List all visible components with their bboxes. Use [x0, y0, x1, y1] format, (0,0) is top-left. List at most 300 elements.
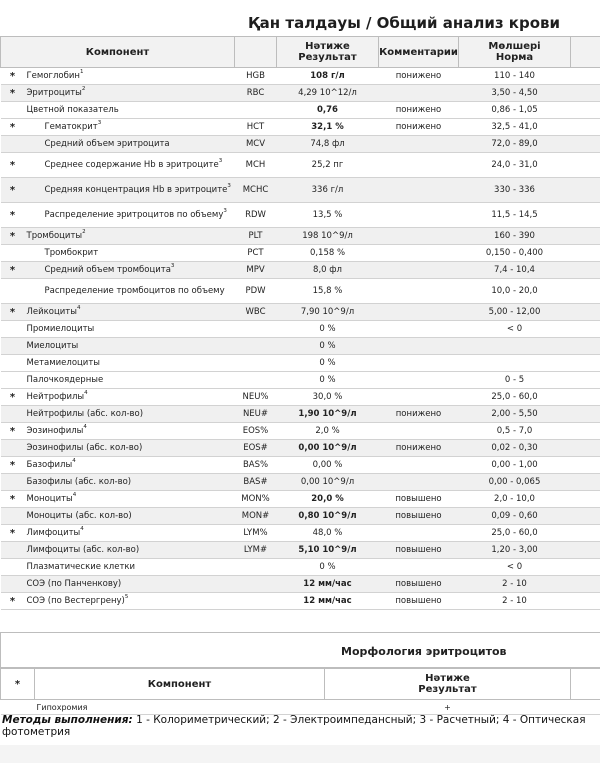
row-norm: 32,5 - 41,0 [459, 119, 571, 136]
row-extra [571, 245, 600, 262]
row-name-text: Плазматические клетки [26, 561, 136, 572]
row-extra [571, 423, 600, 440]
table-row [1, 136, 600, 153]
row-extra [571, 119, 600, 136]
row-name-text: Нейтрофилы (абс. кол-во) [26, 408, 144, 419]
table-row [1, 85, 600, 102]
table-row [1, 542, 600, 559]
row-extra [571, 321, 600, 338]
row-result: 198 10^9/л [277, 228, 379, 245]
row-norm: 0,00 - 1,00 [459, 457, 571, 474]
row-extra [571, 542, 600, 559]
row-extra [571, 372, 600, 389]
row-result: 12 мм/час [277, 593, 379, 610]
row-comment [379, 423, 459, 440]
page-title: Қан талдауы / Общий анализ крови [248, 14, 560, 32]
row-code: MON% [235, 491, 277, 508]
table-row [1, 338, 600, 355]
row-code [235, 372, 277, 389]
row-star: * [1, 262, 25, 279]
row-method-superscript: 2 [82, 228, 86, 235]
row-method-superscript: 4 [72, 491, 77, 498]
row-extra [571, 593, 600, 610]
table-row [1, 228, 600, 245]
row-code: PCT [235, 245, 277, 262]
row-name [25, 542, 235, 559]
row-method-superscript: 5 [124, 593, 129, 600]
row-star [1, 559, 25, 576]
row-norm: 0,5 - 7,0 [459, 423, 571, 440]
row-star: * [1, 389, 25, 406]
row-name [25, 440, 235, 457]
row-name-text: Моноциты [26, 493, 73, 504]
row-name [25, 474, 235, 491]
row-comment [379, 559, 459, 576]
row-extra [571, 576, 600, 593]
row-comment: понижено [379, 119, 459, 136]
morphology-section-header [0, 632, 600, 668]
row-star: * [1, 85, 25, 102]
row-result: 20,0 % [277, 491, 379, 508]
row-norm: 5,00 - 12,00 [459, 304, 571, 321]
table-row [1, 178, 600, 203]
row-method-superscript: 3 [223, 207, 227, 214]
row-star: * [1, 304, 25, 321]
row-code: LYM% [235, 525, 277, 542]
row-code: MCHC [235, 178, 277, 203]
table-row [1, 245, 600, 262]
row-norm [459, 355, 571, 372]
header-norm-kz: Мөлшері [488, 41, 541, 52]
row-star: * [1, 525, 25, 542]
row-result: 0,80 10^9/л [277, 508, 379, 525]
row-name-text: СОЭ (по Панченкову) [26, 578, 122, 589]
row-star [1, 576, 25, 593]
row-method-superscript: 3 [97, 119, 102, 126]
row-name-text: СОЭ (по Вестергрену) [26, 595, 125, 606]
row-comment [379, 136, 459, 153]
methods-text: 1 - Колориметрический; 2 - Электроимпедансный; 3 - Расчетный; 4 - Оптическая фотометрия [2, 714, 586, 738]
row-norm: 0 - 5 [459, 372, 571, 389]
row-name-text: Средний объем эритроцита [44, 138, 170, 149]
row-extra [571, 279, 600, 304]
row-comment: повышено [379, 576, 459, 593]
row-name [25, 119, 235, 136]
row-code: PDW [235, 279, 277, 304]
row-norm: 0,86 - 1,05 [459, 102, 571, 119]
row-comment [379, 474, 459, 491]
row-name-text: Промиелоциты [26, 323, 95, 334]
row-name-text: Моноциты (абс. кол-во) [26, 510, 132, 521]
row-norm: 11,5 - 14,5 [459, 203, 571, 228]
row-extra [571, 338, 600, 355]
header-norm-ru: Норма [495, 52, 534, 63]
row-norm: 72,0 - 89,0 [459, 136, 571, 153]
row-code: EOS# [235, 440, 277, 457]
row-name-text: Эозинофилы [26, 425, 84, 436]
row-comment: понижено [379, 440, 459, 457]
row-result: 0 % [277, 338, 379, 355]
row-result: 2,0 % [277, 423, 379, 440]
row-norm: 24,0 - 31,0 [459, 153, 571, 178]
row-name-text: Миелоциты [26, 340, 79, 351]
row-extra [571, 389, 600, 406]
row-name-text: Нейтрофилы [26, 391, 85, 402]
row-norm: 110 - 140 [459, 68, 571, 85]
row-code [235, 355, 277, 372]
row-star [1, 474, 25, 491]
header-result-ru: Результат [298, 52, 357, 63]
row-method-superscript: 4 [84, 389, 88, 396]
row-method-superscript: 4 [80, 525, 84, 532]
row-norm: 1,20 - 3,00 [459, 542, 571, 559]
row-result: 0 % [277, 559, 379, 576]
row-code [235, 338, 277, 355]
row-method-superscript: 3 [227, 182, 231, 189]
row-name [25, 153, 235, 178]
row-star: * [1, 178, 25, 203]
row-result: 0 % [277, 355, 379, 372]
row-name [25, 304, 235, 321]
row-norm: < 0 [459, 559, 571, 576]
row-code [235, 102, 277, 119]
row-star [1, 372, 25, 389]
results-table [0, 36, 600, 610]
table-row [1, 355, 600, 372]
row-method-superscript: 2 [81, 85, 86, 92]
row-extra [571, 228, 600, 245]
row-norm: 2,0 - 10,0 [459, 491, 571, 508]
row-star [1, 321, 25, 338]
table-row [1, 279, 600, 304]
table-row [1, 68, 600, 85]
row-star [1, 508, 25, 525]
morphology-result-kz: Нәтиже [425, 673, 470, 684]
row-name [25, 593, 235, 610]
row-norm [459, 338, 571, 355]
header-comment: Комментарии [379, 37, 459, 68]
row-name [25, 178, 235, 203]
row-name [25, 576, 235, 593]
morphology-header-row [1, 669, 600, 700]
row-comment [379, 304, 459, 321]
header-component: Компонент [1, 37, 235, 68]
row-code: LYM# [235, 542, 277, 559]
row-extra [571, 355, 600, 372]
row-name [25, 508, 235, 525]
row-name [25, 355, 235, 372]
row-star: * [1, 68, 25, 85]
row-star [1, 355, 25, 372]
row-star [1, 136, 25, 153]
row-name [25, 245, 235, 262]
row-star [1, 279, 25, 304]
row-name [25, 321, 235, 338]
row-name-text: Распределение эритроцитов по объему$^3$ [44, 207, 227, 220]
row-code [235, 593, 277, 610]
row-extra [571, 262, 600, 279]
row-extra [571, 102, 600, 119]
row-extra [571, 525, 600, 542]
row-name [25, 85, 235, 102]
row-code: MCV [235, 136, 277, 153]
row-code: MON# [235, 508, 277, 525]
row-extra [571, 304, 600, 321]
row-comment: повышено [379, 593, 459, 610]
row-method-superscript: 3 [218, 157, 223, 164]
row-name [25, 279, 235, 304]
row-star [1, 406, 25, 423]
row-name-text: Гематокрит [44, 121, 98, 132]
row-result: 74,8 фл [277, 136, 379, 153]
header-norm [459, 37, 571, 68]
row-comment [379, 279, 459, 304]
header-code [235, 37, 277, 68]
row-name-text: Тромбоциты [26, 230, 83, 241]
row-result: 0,00 % [277, 457, 379, 474]
table-row [1, 559, 600, 576]
row-comment [379, 85, 459, 102]
row-extra [571, 508, 600, 525]
row-comment: понижено [379, 102, 459, 119]
row-norm: 10,0 - 20,0 [459, 279, 571, 304]
row-comment: повышено [379, 508, 459, 525]
row-code: HGB [235, 68, 277, 85]
row-name-text: Базофилы [26, 459, 73, 470]
row-result: 0,00 10^9/л [277, 440, 379, 457]
table-row [1, 474, 600, 491]
row-result: 108 г/л [277, 68, 379, 85]
row-name [25, 228, 235, 245]
table-row [1, 304, 600, 321]
morphology-result-ru: Результат [418, 684, 477, 695]
table-row [1, 508, 600, 525]
morphology-row [1, 700, 600, 715]
table-row [1, 423, 600, 440]
row-name [25, 457, 235, 474]
row-norm: 0,09 - 0,60 [459, 508, 571, 525]
row-name [25, 68, 235, 85]
table-row [1, 153, 600, 178]
methods-footer [2, 714, 600, 738]
row-extra [571, 457, 600, 474]
row-extra [571, 68, 600, 85]
row-extra [571, 440, 600, 457]
row-star [1, 245, 25, 262]
row-extra [571, 153, 600, 178]
row-result: 7,90 10^9/л [277, 304, 379, 321]
table-row [1, 457, 600, 474]
row-code: EOS% [235, 423, 277, 440]
row-result: 0,158 % [277, 245, 379, 262]
row-name-text: Метамиелоциты [26, 357, 100, 368]
row-extra [571, 491, 600, 508]
row-result: 30,0 % [277, 389, 379, 406]
row-norm: 7,4 - 10,4 [459, 262, 571, 279]
row-name-text: Эозинофилы (абс. кол-во) [26, 442, 143, 453]
row-norm: 330 - 336 [459, 178, 571, 203]
row-star [1, 542, 25, 559]
row-comment [379, 355, 459, 372]
row-norm: < 0 [459, 321, 571, 338]
bottom-strip [0, 745, 600, 763]
row-name-text: Лейкоциты [26, 306, 77, 317]
row-name [25, 406, 235, 423]
row-name-text: Среднее содержание Hb в эритроците$^3$ [44, 157, 223, 170]
row-code: MCH [235, 153, 277, 178]
row-method-superscript: 4 [83, 423, 87, 430]
row-norm: 2,00 - 5,50 [459, 406, 571, 423]
row-comment [379, 245, 459, 262]
row-comment [379, 389, 459, 406]
row-star: * [1, 423, 25, 440]
row-comment [379, 338, 459, 355]
row-norm: 2 - 10 [459, 593, 571, 610]
row-extra [571, 178, 600, 203]
row-star: * [1, 153, 25, 178]
row-extra [571, 474, 600, 491]
row-code: BAS# [235, 474, 277, 491]
row-star [1, 338, 25, 355]
row-result: 48,0 % [277, 525, 379, 542]
row-extra [571, 559, 600, 576]
row-result: 0,00 10^9/л [277, 474, 379, 491]
row-norm: 0,02 - 0,30 [459, 440, 571, 457]
row-extra [571, 136, 600, 153]
row-name [25, 372, 235, 389]
row-result: 0 % [277, 372, 379, 389]
row-result: 0 % [277, 321, 379, 338]
row-norm: 3,50 - 4,50 [459, 85, 571, 102]
row-name-text: Распределение тромбоцитов по объему [44, 285, 225, 296]
table-row [1, 406, 600, 423]
row-code: MPV [235, 262, 277, 279]
row-comment [379, 203, 459, 228]
header-result-kz: Нәтиже [305, 41, 350, 52]
row-result: 0,76 [277, 102, 379, 119]
table-row [1, 440, 600, 457]
row-name [25, 389, 235, 406]
methods-label: Методы выполнения: [2, 714, 133, 726]
row-name [25, 423, 235, 440]
row-comment [379, 525, 459, 542]
row-result: 336 г/л [277, 178, 379, 203]
row-name-text: Средняя концентрация Hb в эритроците$^3$ [44, 182, 231, 195]
table-row [1, 262, 600, 279]
row-extra [571, 406, 600, 423]
row-result: 8,0 фл [277, 262, 379, 279]
row-name [25, 136, 235, 153]
row-code: RDW [235, 203, 277, 228]
row-name-text: Лимфоциты (абс. кол-во) [26, 544, 140, 555]
row-comment [379, 178, 459, 203]
table-row [1, 102, 600, 119]
row-name-text: Цветной показатель [26, 104, 119, 115]
table-row [1, 525, 600, 542]
row-comment [379, 321, 459, 338]
row-name [25, 262, 235, 279]
row-name-text: Базофилы (абс. кол-во) [26, 476, 132, 487]
row-comment: понижено [379, 406, 459, 423]
row-name [25, 102, 235, 119]
table-row [1, 576, 600, 593]
morphology-table [0, 668, 600, 715]
morphology-header-extra [571, 669, 600, 700]
row-name-text: Тромбокрит [44, 247, 99, 258]
morphology-row-value: + [325, 700, 571, 715]
row-name [25, 525, 235, 542]
row-code: PLT [235, 228, 277, 245]
table-row [1, 321, 600, 338]
row-name [25, 491, 235, 508]
row-result: 25,2 пг [277, 153, 379, 178]
row-name [25, 203, 235, 228]
row-result: 1,90 10^9/л [277, 406, 379, 423]
row-code: BAS% [235, 457, 277, 474]
row-comment [379, 457, 459, 474]
row-method-superscript: 1 [79, 68, 84, 75]
row-star: * [1, 228, 25, 245]
row-result: 12 мм/час [277, 576, 379, 593]
table-row [1, 119, 600, 136]
row-comment [379, 372, 459, 389]
row-star [1, 102, 25, 119]
row-norm: 25,0 - 60,0 [459, 389, 571, 406]
morphology-star: * [1, 669, 35, 700]
row-comment [379, 262, 459, 279]
row-method-superscript: 4 [76, 304, 81, 311]
row-method-superscript: 4 [72, 457, 76, 464]
morphology-header-result [325, 669, 571, 700]
row-result: 4,29 10^12/л [277, 85, 379, 102]
header-result [277, 37, 379, 68]
row-result: 5,10 10^9/л [277, 542, 379, 559]
row-code [235, 321, 277, 338]
row-comment: понижено [379, 68, 459, 85]
row-name [25, 338, 235, 355]
table-row [1, 203, 600, 228]
table-row [1, 389, 600, 406]
row-norm: 160 - 390 [459, 228, 571, 245]
row-comment: повышено [379, 542, 459, 559]
row-comment [379, 153, 459, 178]
row-extra [571, 203, 600, 228]
row-code: NEU# [235, 406, 277, 423]
row-code [235, 576, 277, 593]
table-row [1, 491, 600, 508]
row-norm: 0,00 - 0,065 [459, 474, 571, 491]
row-result: 32,1 % [277, 119, 379, 136]
header-extra [571, 37, 600, 68]
table-row [1, 372, 600, 389]
morphology-header-component: Компонент [35, 669, 325, 700]
row-star: * [1, 457, 25, 474]
row-code: RBC [235, 85, 277, 102]
row-comment [379, 228, 459, 245]
row-method-superscript: 3 [170, 262, 175, 269]
row-name-text: Эритроциты [26, 87, 82, 98]
morphology-title: Морфология эритроцитов [341, 645, 507, 658]
row-result: 13,5 % [277, 203, 379, 228]
row-code: HCT [235, 119, 277, 136]
table-header-row [1, 37, 600, 68]
row-name-text: Средний объем тромбоцита [44, 264, 171, 275]
row-result: 15,8 % [277, 279, 379, 304]
morphology-row-name: Гипохромия [35, 700, 325, 715]
row-star [1, 440, 25, 457]
row-star: * [1, 203, 25, 228]
row-norm: 0,150 - 0,400 [459, 245, 571, 262]
